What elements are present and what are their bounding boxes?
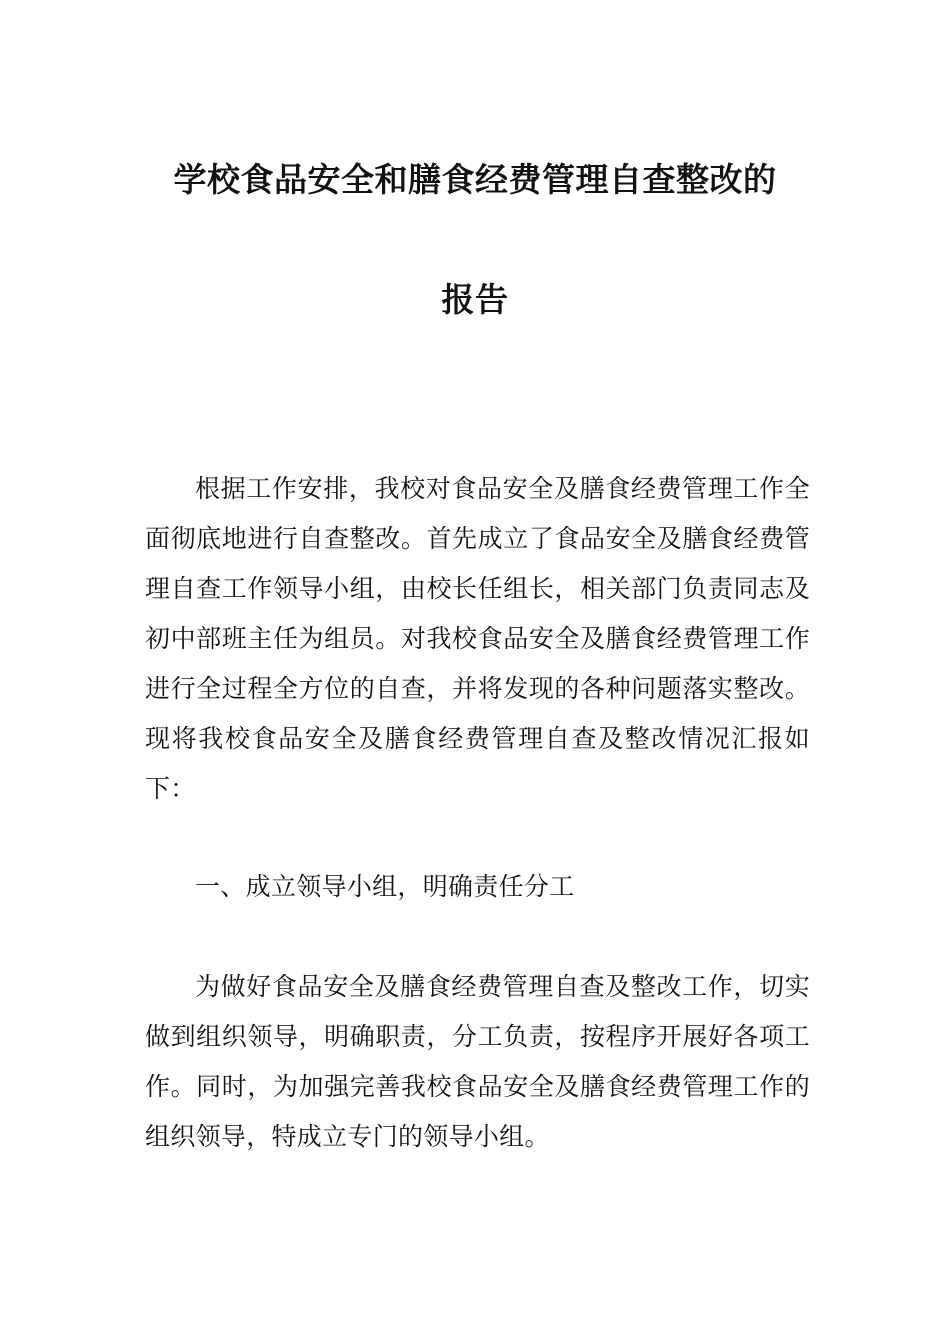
section-heading-1: 一、成立领导小组，明确责任分工 bbox=[195, 872, 575, 901]
document-title-line-2: 报告 bbox=[441, 280, 509, 319]
paragraph-intro: 根据工作安排，我校对食品安全及膳食经费管理工作全面彻底地进行自查整改。首先成立了食品安全及膳食经费管理自查工作领导小组，由校长任组长，相关部门负责同志及初中部班主任为组员。对我校食品安全及膳食经费管理工作进行全过程全方位的自查，并将发现的各种问题落实整改。现将我校食品安全及膳食经费管理自查及整改情况汇报如下： bbox=[145, 474, 810, 803]
document-title-line-1: 学校食品安全和膳食经费管理自查整改的 bbox=[173, 160, 777, 199]
paragraph-section-1: 为做好食品安全及膳食经费管理自查及整改工作，切实做到组织领导，明确职责，分工负责，按程序开展好各项工作。同时，为加强完善我校食品安全及膳食经费管理工作的组织领导，特成立专门的领导小组。 bbox=[145, 972, 810, 1151]
